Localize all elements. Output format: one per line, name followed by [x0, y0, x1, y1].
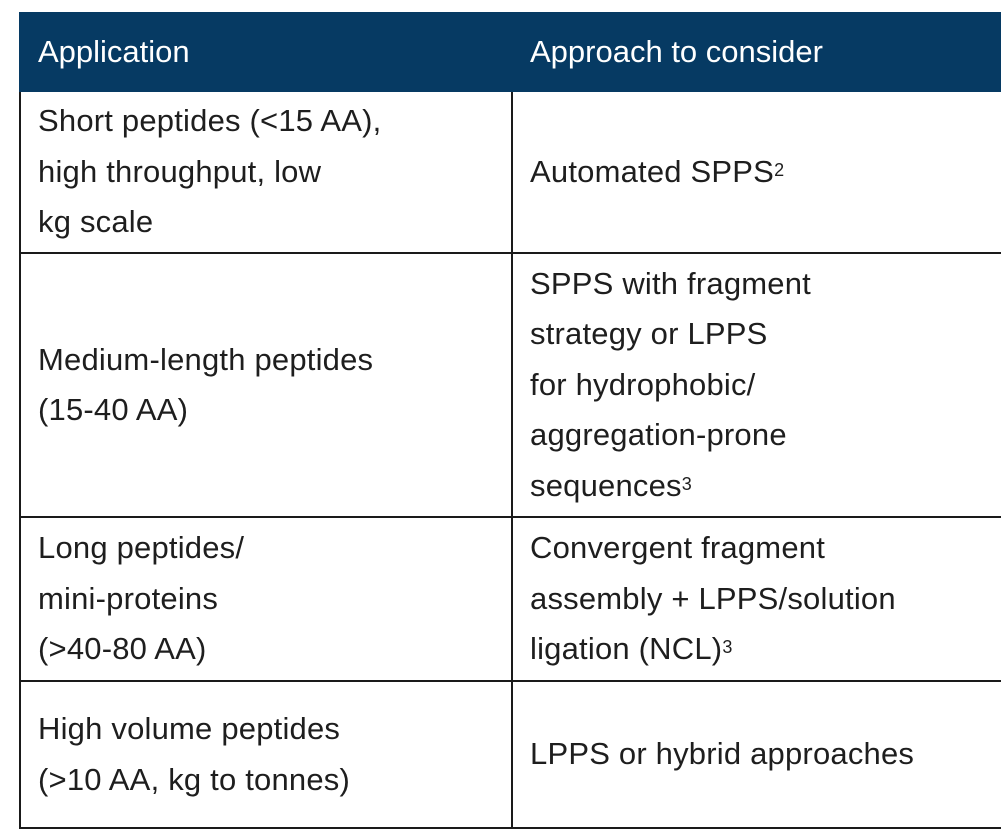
table-header — [19, 12, 1001, 92]
header-application: Application — [38, 34, 190, 69]
application-cell — [21, 254, 513, 516]
cell-line: strategy or LPPS — [530, 316, 768, 352]
reference-superscript: 3 — [681, 473, 692, 494]
cell-line: ligation (NCL)$^3$ — [530, 631, 733, 667]
cell-line: Convergent fragment — [530, 530, 826, 566]
approach-cell — [513, 682, 1001, 827]
cell-line: aggregation-prone — [530, 417, 787, 453]
header-approach: Approach to consider — [530, 34, 823, 69]
cell-line: assembly + LPPS/solution — [530, 580, 896, 616]
cell-line: (>40-80 AA) — [38, 631, 207, 667]
application-cell — [21, 682, 513, 827]
approach-cell — [513, 518, 1001, 680]
table-row — [19, 682, 1001, 829]
cell-line: (>10 AA, kg to tonnes) — [38, 761, 351, 797]
cell-line: for hydrophobic/ — [530, 366, 756, 402]
table-body — [19, 92, 1001, 829]
cell-line: high throughput, low — [38, 153, 322, 189]
reference-superscript: 2 — [774, 159, 785, 180]
cell-line: Long peptides/ — [38, 530, 245, 566]
table-row — [19, 254, 1001, 518]
approach-cell — [513, 92, 1001, 252]
peptide-approach-table — [19, 12, 1001, 829]
cell-line: mini-proteins — [38, 580, 219, 616]
reference-superscript: 3 — [722, 637, 733, 658]
cell-line: High volume peptides — [38, 711, 341, 746]
cell-line: LPPS or hybrid approaches — [530, 736, 915, 772]
cell-line: Short peptides (<15 AA), — [38, 103, 382, 139]
cell-line: SPPS with fragment — [530, 265, 811, 301]
table-row — [19, 92, 1001, 254]
cell-line: kg scale — [38, 204, 154, 240]
approach-cell — [513, 254, 1001, 516]
cell-line: sequences$^3$ — [530, 467, 692, 503]
application-cell — [21, 92, 513, 252]
table-row — [19, 518, 1001, 682]
cell-line: Automated SPPS$^2$ — [530, 153, 785, 189]
cell-line: Medium-length peptides — [38, 341, 374, 377]
application-cell — [21, 518, 513, 680]
cell-line: (15-40 AA) — [38, 392, 189, 427]
